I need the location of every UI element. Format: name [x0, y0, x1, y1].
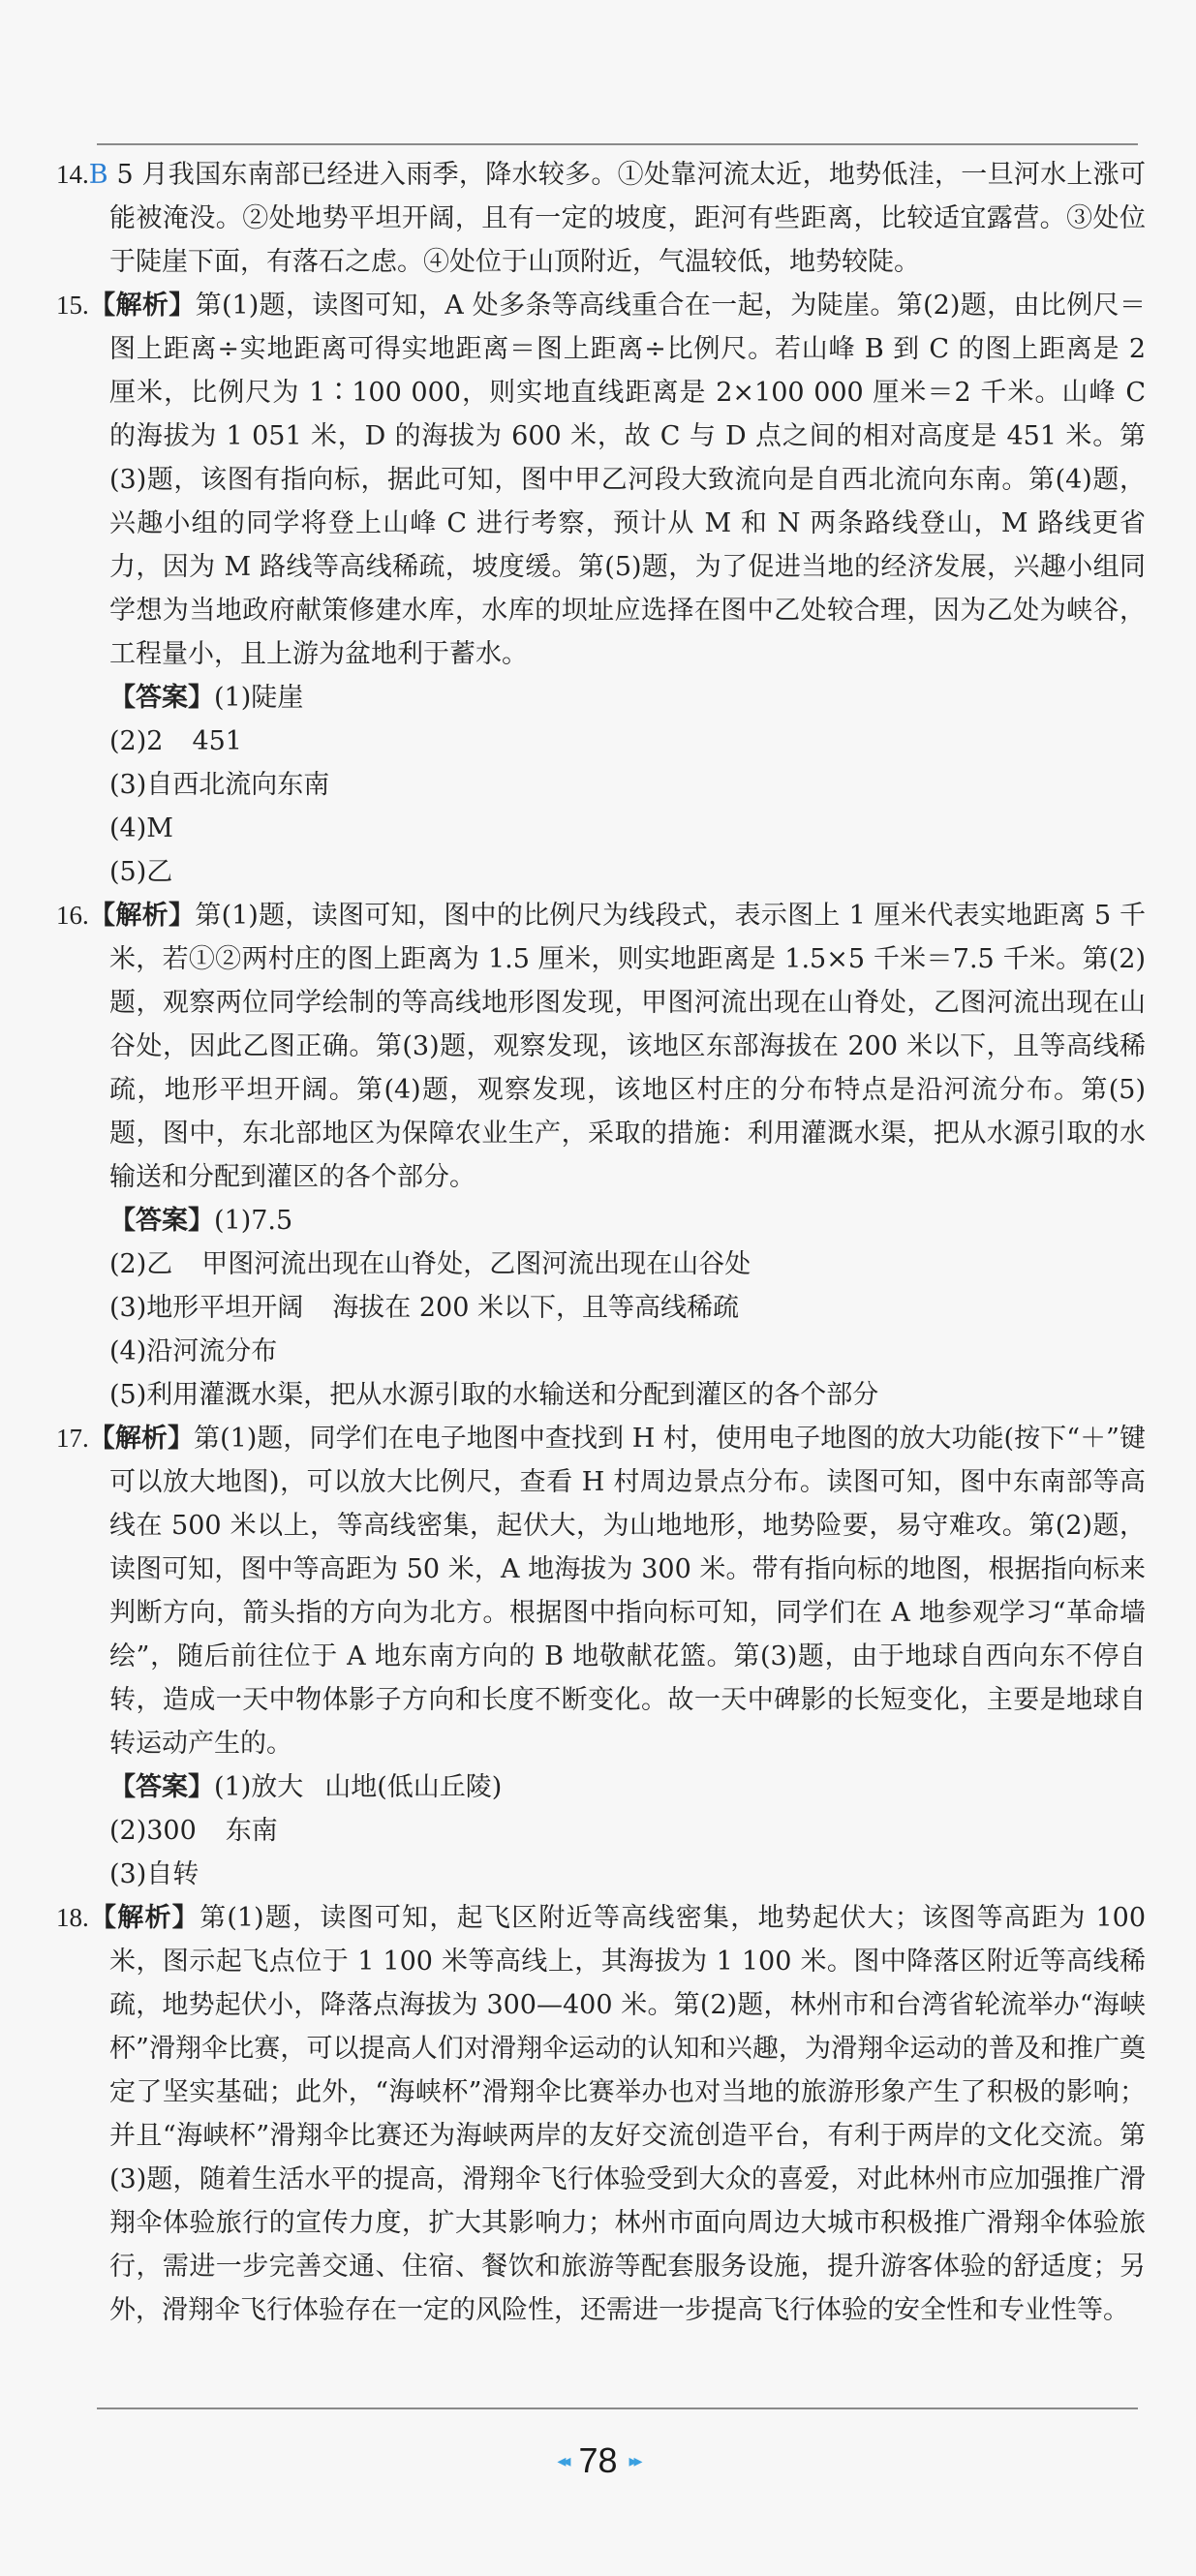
page-number: 78	[578, 2440, 618, 2480]
answer-item: 海拔在 200 米以下，且等高线稀疏	[332, 1293, 739, 1323]
answer-item: (1)放大	[214, 1772, 304, 1802]
answer-item: (2)2	[109, 726, 164, 756]
question-14	[56, 153, 1146, 284]
answer-line: (3)自西北流向东南	[109, 770, 330, 800]
answer-tag: 【答案】	[109, 1206, 214, 1236]
answer-line	[109, 1809, 1146, 1853]
analysis-text: 第(1)题，读图可知，起飞区附近等高线密集，地势起伏大；该图等高距为 100 米，图示起飞点位于 1 100 米等高线上，其海拔为 1 100 米。图中降落区附近等高线稀疏，地势起伏小，降落点海拔为 300—400 米。第(2)题，林州市和台湾省轮流举办“海峡杯”滑翔伞比赛，可以提高人们对滑翔伞运动的认知和兴趣，为滑翔伞运动的普及和推广奠定了坚实基础；此外，“海峡杯”滑翔伞比赛举办也对当地的旅游形象产生了积极的影响；并且“海峡杯”滑翔伞比赛还为海峡两岸的友好交流创造平台，有利于两岸的文化交流。第(3)题，随着生活水平的提高，滑翔伞飞行体验受到大众的喜爱，对此林州市应加强推广滑翔伞体验旅行的宣传力度，扩大其影响力；林州市面向周边大城市积极推广滑翔伞体验旅行，需进一步完善交通、住宿、餐饮和旅游等配套服务设施，提升游客体验的舒适度；另外，滑翔伞飞行体验存在一定的风险性，还需进一步提高飞行体验的安全性和专业性等。	[109, 1903, 1146, 2325]
analysis-text: 第(1)题，同学们在电子地图中查找到 H 村，使用电子地图的放大功能(按下“＋”键可以放大地图)，可以放大比例尺，查看 H 村周边景点分布。读图可知，图中东南部等高线在 500 米以上，等高线密集，起伏大，为山地地形，地势险要，易守难攻。第(2)题，读图可知，图中等高距为 50 米，A 地海拔为 300 米。带有指向标的地图，根据指向标来判断方向，箭头指的方向为北方。根据图中指向标可知，同学们在 A 地参观学习“革命墙绘”，随后前往位于 A 地东南方向的 B 地敬献花篮。第(3)题，由于地球自西向东不停自转，造成一天中物体影子方向和长度不断变化。故一天中碑影的长短变化，主要是地球自转运动产生的。	[109, 1424, 1146, 1759]
question-number: 15.	[56, 291, 89, 320]
answer-line: (5)利用灌溉水渠，把从水源引取的水输送和分配到灌区的各个部分	[109, 1380, 879, 1410]
answer-line	[109, 1765, 1146, 1809]
question-17	[56, 1417, 1146, 1765]
question-number: 14.	[56, 160, 89, 189]
choice-answer: B	[88, 160, 108, 190]
answer-item: (1)7.5	[214, 1206, 293, 1236]
analysis-tag: 【解析】	[88, 1424, 195, 1454]
analysis-tag: 【解析】	[88, 901, 196, 931]
question-number: 17.	[56, 1424, 89, 1453]
question-15	[56, 284, 1146, 676]
answer-line: (4)沿河流分布	[109, 1336, 278, 1366]
analysis-tag: 【解析】	[88, 1903, 200, 1933]
answer-item: 451	[192, 726, 242, 756]
bottom-divider	[97, 2407, 1138, 2409]
answer-item: 甲图河流出现在山脊处，乙图河流出现在山谷处	[201, 1249, 751, 1279]
analysis-text: 第(1)题，读图可知，A 处多条等高线重合在一起，为陡崖。第(2)题，由比例尺＝图上距离÷实地距离可得实地距离＝图上距离÷比例尺。若山峰 B 到 C 的图上距离是 2 厘米，比例尺为 1∶100 000，则实地直线距离是 2×100 000 厘米＝2 千米。山峰 C 的海拔为 1 051 米，D 的海拔为 600 米，故 C 与 D 点之间的相对高度是 451 米。第(3)题，该图有指向标，据此可知，图中甲乙河段大致流向是自西北流向东南。第(4)题，兴趣小组的同学将登上山峰 C 进行考察，预计从 M 和 N 两条路线登山，M 路线更省力，因为 M 路线等高线稀疏，坡度缓。第(5)题，为了促进当地的经济发展，兴趣小组同学想为当地政府献策修建水库，水库的坝址应选择在图中乙处较合理，因为乙处为峡谷，工程量小，且上游为盆地利于蓄水。	[109, 291, 1147, 669]
answer-item: (1)陡崖	[214, 683, 304, 713]
top-divider	[97, 143, 1138, 145]
answer-line: (5)乙	[109, 857, 173, 887]
explanation-text: 5 月我国东南部已经进入雨季，降水较多。①处靠河流太近，地势低洼，一旦河水上涨可能被淹没。②处地势平坦开阔，且有一定的坡度，距河有些距离，比较适宜露营。③处位于陡崖下面，有落石之虑。④处位于山顶附近，气温较低，地势较陡。	[107, 160, 1146, 277]
answer-item: 山地(低山丘陵)	[324, 1772, 503, 1802]
page-footer	[0, 2440, 1196, 2481]
question-number: 16.	[56, 901, 89, 930]
next-page-arrow-icon[interactable]: ▸▸	[629, 2450, 639, 2471]
answer-item: (2)300	[109, 1816, 197, 1846]
answer-tag: 【答案】	[109, 1772, 214, 1802]
answer-item: (2)乙	[109, 1249, 173, 1279]
answer-line: (4)M	[109, 813, 173, 843]
question-number: 18.	[56, 1903, 89, 1932]
answer-line	[109, 1242, 1146, 1286]
answer-tag: 【答案】	[109, 683, 214, 713]
answer-item: (3)地形平坦开阔	[109, 1293, 304, 1323]
answer-line	[109, 1286, 1146, 1330]
analysis-tag: 【解析】	[88, 291, 196, 321]
answer-content	[56, 153, 1146, 2332]
answer-line	[109, 1199, 1146, 1242]
answer-item: 东南	[225, 1816, 278, 1846]
question-18	[56, 1896, 1146, 2332]
answer-line: (3)自转	[109, 1859, 199, 1889]
answer-line	[109, 720, 1146, 763]
question-16	[56, 894, 1146, 1199]
answer-line	[109, 676, 1146, 720]
analysis-text: 第(1)题，读图可知，图中的比例尺为线段式，表示图上 1 厘米代表实地距离 5 千米，若①②两村庄的图上距离为 1.5 厘米，则实地距离是 1.5×5 千米＝7.5 千米。第(2)题，观察两位同学绘制的等高线地形图发现，甲图河流出现在山脊处，乙图河流出现在山谷处，因此乙图正确。第(3)题，观察发现，该地区东部海拔在 200 米以下，且等高线稀疏，地形平坦开阔。第(4)题，观察发现，该地区村庄的分布特点是沿河流分布。第(5)题，图中，东北部地区为保障农业生产，采取的措施：利用灌溉水渠，把从水源引取的水输送和分配到灌区的各个部分。	[109, 901, 1147, 1192]
previous-page-arrow-icon[interactable]: ◂◂	[557, 2450, 567, 2471]
